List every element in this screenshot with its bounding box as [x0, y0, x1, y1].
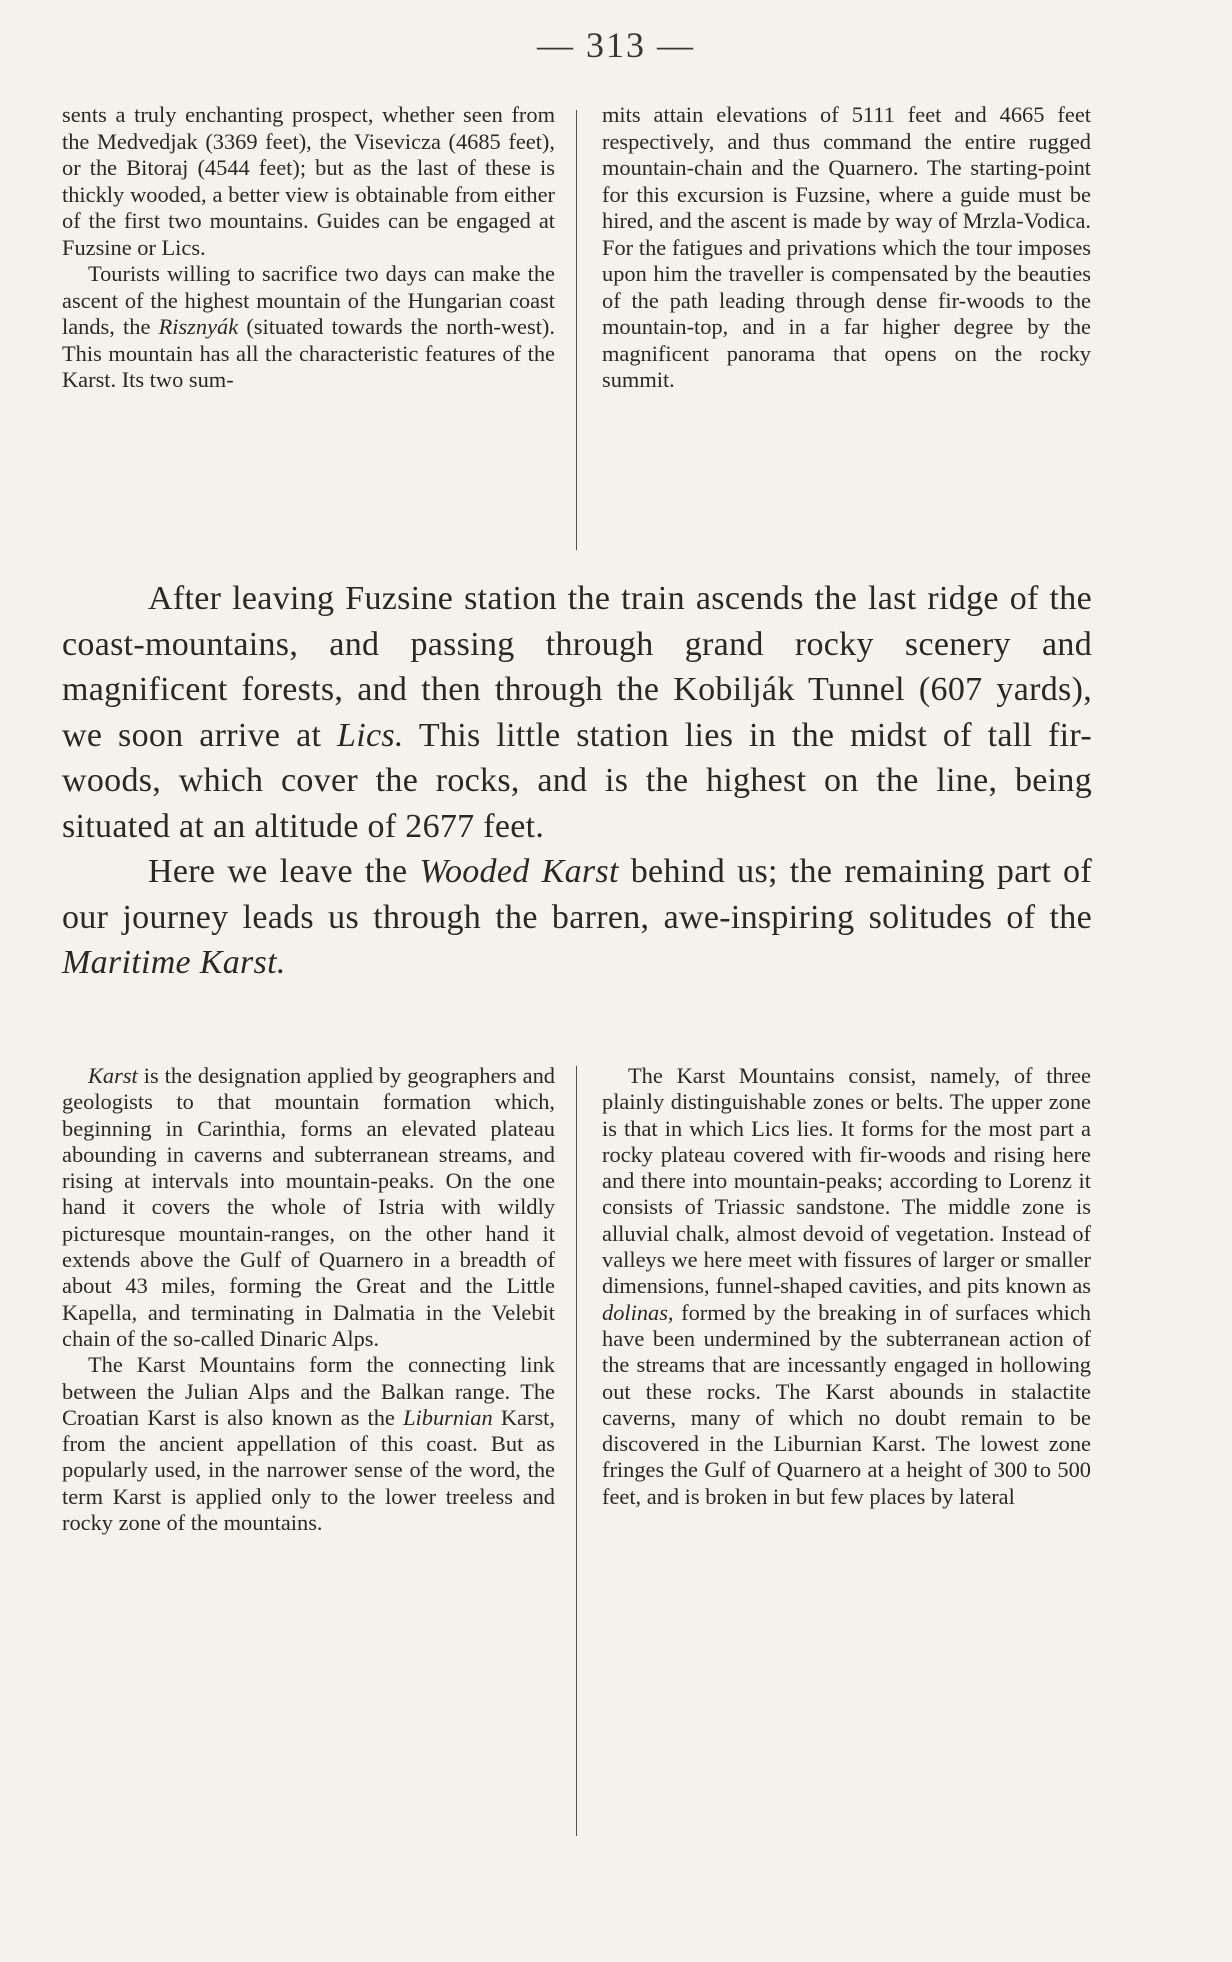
top-left-paragraph-1: sents a truly enchanting prospect, whether seen from the Medvedjak (3369 feet), the Visevicza (4685 feet), or the Bitoraj (4544 feet); but as the last of these is thickly wooded, a better view is obtainable from either of the first two mountains. Guides can be engaged at Fuzsine or Lics.: [62, 102, 555, 260]
bottom-right-column: [602, 1063, 1091, 1510]
main-paragraph-2: Here we leave the Wooded Karst behind us; the remaining part of our journey leads us through the barren, awe-inspiring solitudes of the Maritime Karst.: [62, 853, 1092, 981]
main-text: [62, 576, 1092, 986]
bottom-left-paragraph-2: The Karst Mountains form the connecting link between the Julian Alps and the Balkan range. The Croatian Karst is also known as the Liburnian Karst, from the ancient appellation of this coast. But as popularly used, in the narrower sense of the word, the term Karst is applied only to the lower treeless and rocky zone of the mountains.: [62, 1352, 555, 1536]
page-number: — 313 —: [537, 25, 695, 65]
top-left-paragraph-2: Tourists willing to sacrifice two days can make the ascent of the highest mountain of the Hungarian coast lands, the Risznyák (situated towards the north-west). This mountain has all the characteristic features of the Karst. Its two sum-: [62, 261, 555, 392]
top-column-divider: [576, 110, 577, 550]
bottom-left-paragraph-1: Karst is the designation applied by geographers and geologists to that mountain formation which, beginning in Carinthia, forms an elevated plateau abounding in caverns and subterranean streams, and rising at intervals into mountain-peaks. On the one hand it covers the whole of Istria with wildly picturesque mountain-ranges, on the other hand it extends above the Gulf of Quarnero in a breadth of about 43 miles, forming the Great and the Little Kapella, and terminating in Dalmatia in the Velebit chain of the so-called Dinaric Alps.: [62, 1063, 555, 1351]
bottom-column-divider: [576, 1066, 577, 1836]
top-right-paragraph-1: mits attain elevations of 5111 feet and 4665 feet respectively, and thus command the entire rugged mountain-chain and the Quarnero. The starting-point for this excursion is Fuzsine, where a guide must be hired, and the ascent is made by way of Mrzla-Vodica. For the fatigues and privations which the tour imposes upon him the traveller is compensated by the beauties of the path leading through dense fir-woods to the mountain-top, and in a far higher degree by the magnificent panorama that opens on the rocky summit.: [602, 102, 1091, 392]
top-left-column: [62, 102, 555, 394]
bottom-right-paragraph-1: The Karst Mountains consist, namely, of three plainly distinguishable zones or belts. The upper zone is that in which Lics lies. It forms for the most part a rocky plateau covered with fir-woods and rising here and there into mountain-peaks; according to Lorenz it consists of Triassic sandstone. The middle zone is alluvial chalk, almost devoid of vegetation. Instead of valleys we here meet with fissures of larger or smaller dimensions, funnel-shaped cavities, and pits known as dolinas, formed by the breaking in of surfaces which have been undermined by the subterranean action of the streams that are incessantly engaged in hollowing out these rocks. The Karst abounds in stalactite caverns, many of which no doubt remain to be discovered in the Liburnian Karst. The lowest zone fringes the Gulf of Quarnero at a height of 300 to 500 feet, and is broken in but few places by lateral: [602, 1063, 1091, 1509]
top-right-column: [602, 102, 1091, 394]
bottom-left-column: [62, 1063, 555, 1536]
main-paragraph-1: After leaving Fuzsine station the train ascends the last ridge of the coast-mountains, and passing through grand rocky scenery and magnificent forests, and then through the Kobilják Tunnel (607 yards), we soon arrive at Lics. This little station lies in the midst of tall fir-woods, which cover the rocks, and is the highest on the line, being situated at an altitude of 2677 feet.: [62, 580, 1092, 845]
